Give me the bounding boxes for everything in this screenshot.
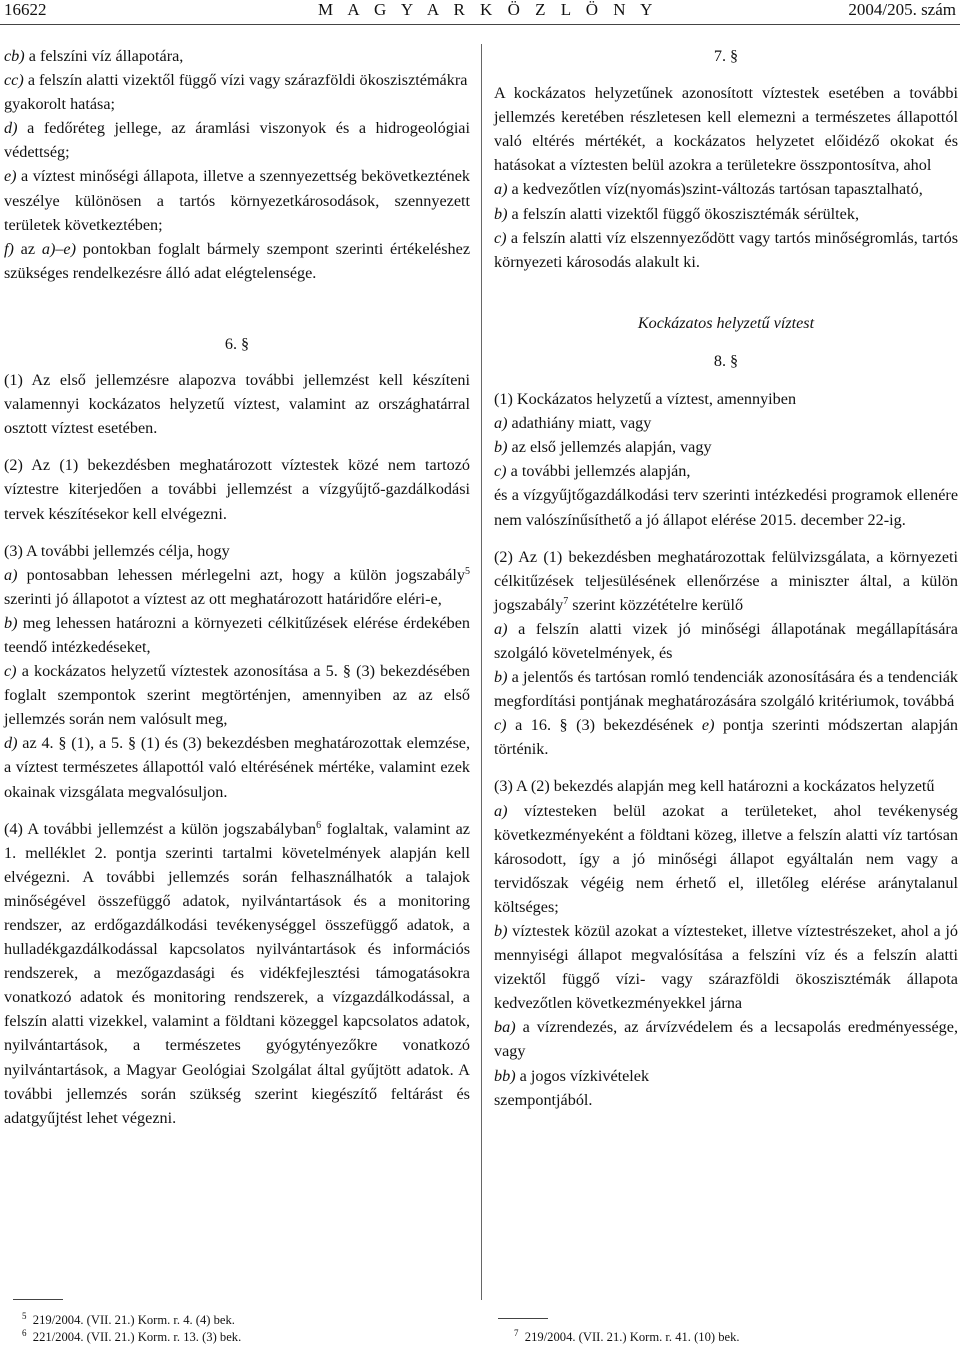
- column-divider: [481, 44, 482, 1300]
- item-label: bb): [494, 1066, 516, 1085]
- item-text: a felszíni víz állapotára,: [24, 47, 184, 65]
- item-text: a további jellemzés alapján,: [506, 462, 691, 481]
- item-label: cc): [4, 71, 24, 90]
- item-label: ba): [494, 1018, 516, 1037]
- footnote-text: 221/2004. (VII. 21.) Korm. r. 13. (3) bek.: [32, 1330, 242, 1344]
- item-text: a jelentős és tartósan romló tendenciák azonosítására és a tendenciák megfordítási pontjának meghatározására szolgáló kritériumok, továbbá: [494, 668, 958, 711]
- item-8-3-a: [494, 799, 958, 919]
- item-7-c: [494, 226, 958, 274]
- footnote-text: 219/2004. (VII. 21.) Korm. r. 4. (4) bek.: [32, 1313, 235, 1327]
- item-label: b): [494, 438, 508, 457]
- item-6-3-c: [4, 659, 470, 731]
- item-label: e): [4, 167, 17, 186]
- paragraph-8-3-end: szempontjából.: [494, 1090, 593, 1109]
- item-text: a felszín alatti vizektől függő ökoszisztémák sérültek,: [507, 204, 860, 223]
- footnote-number: 6: [22, 1328, 27, 1338]
- paragraph-6-3: (3) A további jellemzés célja, hogy: [4, 541, 230, 560]
- paragraph-6-1: (1) Az első jellemzésre alapozva további jellemzést kell készíteni valamennyi kockázatos helyzetű víztest, valamint az országhatárral osztott víztest esetében.: [4, 371, 470, 438]
- paragraph-6-4: [4, 817, 470, 1130]
- item-text: szerinti jó állapotot a víztest az ott meghatározott határidőre eléri-e,: [4, 589, 442, 608]
- item-7-a: [494, 177, 958, 201]
- item-8-3-ba: [494, 1015, 958, 1063]
- item-7-b: [494, 202, 958, 226]
- item-8-1-a: [494, 411, 958, 435]
- footnote-5: [22, 1312, 235, 1329]
- item-6-3-d: [4, 731, 470, 803]
- item-label: a): [4, 565, 18, 584]
- item-text: a 16. § (3) bekezdésének: [506, 716, 702, 735]
- section-heading-8: 8. §: [713, 351, 739, 370]
- item-continuation: gyakorolt hatása;: [4, 95, 116, 114]
- item-cc: [4, 68, 470, 92]
- item-text: az első jellemzés alapján, vagy: [507, 438, 712, 457]
- paragraph-8-1-end: és a vízgyűjtőgazdálkodási terv szerinti intézkedési programok ellenére nem valószínűsíthető a jó állapot elérése 2015. december 22-ig.: [494, 486, 958, 529]
- item-8-3-bb: [494, 1064, 958, 1088]
- item-text: pontokban foglalt bármely szempont szerinti értékeléshez szükséges rendelkezésre álló adat elégtelensége.: [4, 239, 471, 282]
- page-header: [0, 0, 960, 24]
- section-heading-6: 6. §: [224, 334, 250, 353]
- item-8-3-b: [494, 919, 958, 1015]
- item-label: a): [494, 180, 508, 199]
- header-rule: [0, 24, 960, 25]
- item-dash: –: [55, 239, 64, 258]
- footnote-ref[interactable]: 5: [465, 565, 470, 577]
- item-text: pontosabban lehessen mérlegelni azt, hogy a külön jogszabály: [17, 565, 465, 584]
- item-text: az 4. § (1), a 5. § (1) és (3) bekezdésben meghatározottak elemzése, a víztest természetes állapottól való eltérésének mértéke, valamint ezek okainak vizsgálata megvalósuljon.: [4, 734, 470, 801]
- footnote-number: 7: [514, 1328, 519, 1338]
- item-6-3-b: [4, 611, 470, 659]
- footnote-number: 5: [22, 1311, 27, 1321]
- item-text: a felszín alatti víz elszennyeződött vagy tartós minőségromlás, tartós környezeti károsodás alakult ki.: [494, 228, 958, 271]
- item-8-2-b: [494, 665, 958, 713]
- paragraph-8-1: (1) Kockázatos helyzetű a víztest, amennyiben: [494, 390, 797, 409]
- item-label: d): [4, 119, 18, 138]
- paragraph-text: szerint közzétételre kerülő: [568, 595, 744, 614]
- paragraph-text: (4) A további jellemzést a külön jogszabályban: [4, 819, 317, 838]
- item-label: c): [494, 228, 507, 247]
- item-label: d): [4, 734, 18, 753]
- paragraph-6-2: (2) Az (1) bekezdésben meghatározott víztestek közé nem tartozó víztestre kiterjedően a további jellemzést a vízgyűjtő-gazdálkodási tervek készítésekor kell elvégezni.: [4, 456, 470, 523]
- item-label: a): [494, 801, 508, 820]
- item-label: cb): [4, 47, 25, 65]
- section-title: Kockázatos helyzetű víztest: [637, 313, 815, 332]
- item-label: b): [494, 922, 508, 940]
- item-text: pontja szerinti módszertan alapján történik.: [494, 716, 959, 759]
- item-8-2-a: [494, 617, 958, 665]
- item-8-2-c: [494, 713, 958, 761]
- item-text: a kockázatos helyzetű víztestek azonosítása a 5. § (3) bekezdésében foglalt szempontok szerint megtörténjen, amennyiben az az első jellemzés során nem valósult meg,: [4, 662, 470, 729]
- paragraph-text: (2) Az (1) bekezdésben meghatározottak felülvizsgálata, a környezeti célkitűzések teljesülésének ellenőrzése a miniszter által, a külön jogszabály: [494, 547, 958, 614]
- item-label: c): [494, 462, 507, 481]
- footnote-7: [514, 1329, 740, 1346]
- item-text: víztesteken belül azokat a területeket, ahol tevékenység következményeként a földtani közeg, illetve a felszín alatti víz tartósan károsodott, így a jó minőségi állapot egyáltalán nem vagy a tervidőszak végéig nem érhető el, illetőleg elérése aránytalanul költséges;: [494, 801, 958, 916]
- right-column: [494, 44, 958, 1112]
- item-text: a kedvezőtlen víz(nyomás)szint-változás tartósan tapasztalható,: [507, 180, 923, 199]
- footnote-ref[interactable]: 7: [563, 595, 569, 607]
- item-text: víztestek közül azokat a víztesteket, illetve víztestrészeket, ahol a jó mennyiségi állapot megvalósítása a felszíni víz és a felszín alatti vizektől függő vízi- vagy szárazföldi ökoszisztémák állapota kedvezőtlen következményekkel járna: [494, 922, 958, 1013]
- item-text: a vízrendezés, az árvízvédelem és a lecsapolás eredményessége, vagy: [494, 1018, 958, 1061]
- item-text: a víztest minőségi állapota, illetve a szennyezettség bekövetkeztének veszélye különösen a tartós környezetkárosodások, szennyezett területek következtében;: [4, 167, 470, 234]
- item-label: c): [4, 662, 17, 681]
- item-cb: [4, 44, 470, 68]
- paragraph-text: foglaltak, valamint az 1. melléklet 2. pontja szerinti tartalmi követelmények alapján kell elvégezni. A további jellemzés során felhasználhatók a talajok minőségével összefüggő adatok, nyilvántartások és a monitoring rendszer, az erdőgazdálkodási tevékenységgel összefüggő adatok, a hulladékgazdálkodással kapcsolatos nyilvántartások és információs rendszerek, a mezőgazdasági és vidékfejlesztési támogatásokra vonatkozó adatok és monitoring rendszerek, a vízgazdálkodással, a felszín alatti vizekkel, valamint a földtani közeggel kapcsolatos adatok, nyilvántartások, a természetes gyógytényezőkre vonatkozó nyilvántartások, a Magyar Geológiai Szolgálat által gyűjtött adatok. A további jellemzés során szükség szerint kiegészítő feltárást és adatgyűjtést lehet végezni.: [4, 819, 470, 1127]
- left-column: [4, 44, 470, 1130]
- item-ref: a): [41, 239, 56, 258]
- footnote-6: [22, 1329, 241, 1346]
- issue-number: 2004/205. szám: [848, 0, 956, 19]
- item-6-3-a: [4, 563, 470, 611]
- item-label: f): [4, 239, 14, 258]
- item-8-1-b: [494, 435, 958, 459]
- paragraph-8-2: [494, 545, 958, 617]
- item-label: a): [494, 414, 508, 433]
- item-label: b): [4, 613, 18, 632]
- item-f: [4, 237, 470, 285]
- item-text: az: [13, 239, 42, 258]
- item-label: b): [494, 204, 508, 223]
- paragraph-7: A kockázatos helyzetűnek azonosított víztestek esetében a további jellemzés keretében részletesen kell elemezni a természetes állapottól való eltérés mértékét, a kockázatos helyzetet előidéző okokat és hatásokat a víztesten belül azokra a területekre összpontosítva, ahol: [494, 84, 958, 175]
- item-text: a felszín alatti vizek jó minőségi állapotának megállapítására szolgáló követelmények, és: [494, 619, 958, 662]
- item-ref: e): [63, 239, 76, 258]
- footnote-rule-left: [13, 1299, 63, 1300]
- item-text: adathiány miatt, vagy: [507, 414, 652, 433]
- footnote-ref[interactable]: 6: [316, 819, 322, 831]
- section-heading-7: 7. §: [713, 47, 739, 65]
- page-number: 16622: [4, 0, 47, 19]
- item-8-1-c: [494, 459, 958, 483]
- item-d: [4, 116, 470, 164]
- item-text: a fedőréteg jellege, az áramlási viszonyok és a hidrogeológiai védettség;: [4, 119, 470, 162]
- item-text: a felszín alatti vizektől függő vízi vagy szárazföldi ökoszisztémákra: [23, 71, 468, 90]
- publication-title: M A G Y A R K Ö Z L Ö N Y: [318, 0, 658, 19]
- paragraph-8-3: (3) A (2) bekezdés alapján meg kell határozni a kockázatos helyzetű: [494, 777, 935, 796]
- footnote-text: 219/2004. (VII. 21.) Korm. r. 41. (10) bek.: [524, 1330, 740, 1344]
- item-label: a): [494, 619, 508, 638]
- item-e: [4, 164, 470, 236]
- item-text: meg lehessen határozni a környezeti célkitűzések elérése érdekében teendő intézkedéseket,: [4, 613, 470, 656]
- item-label: c): [494, 716, 507, 735]
- footnote-rule-right: [498, 1318, 548, 1319]
- item-label: b): [494, 668, 508, 687]
- item-text: a jogos vízkivételek: [515, 1066, 650, 1085]
- item-ref: e): [701, 716, 715, 735]
